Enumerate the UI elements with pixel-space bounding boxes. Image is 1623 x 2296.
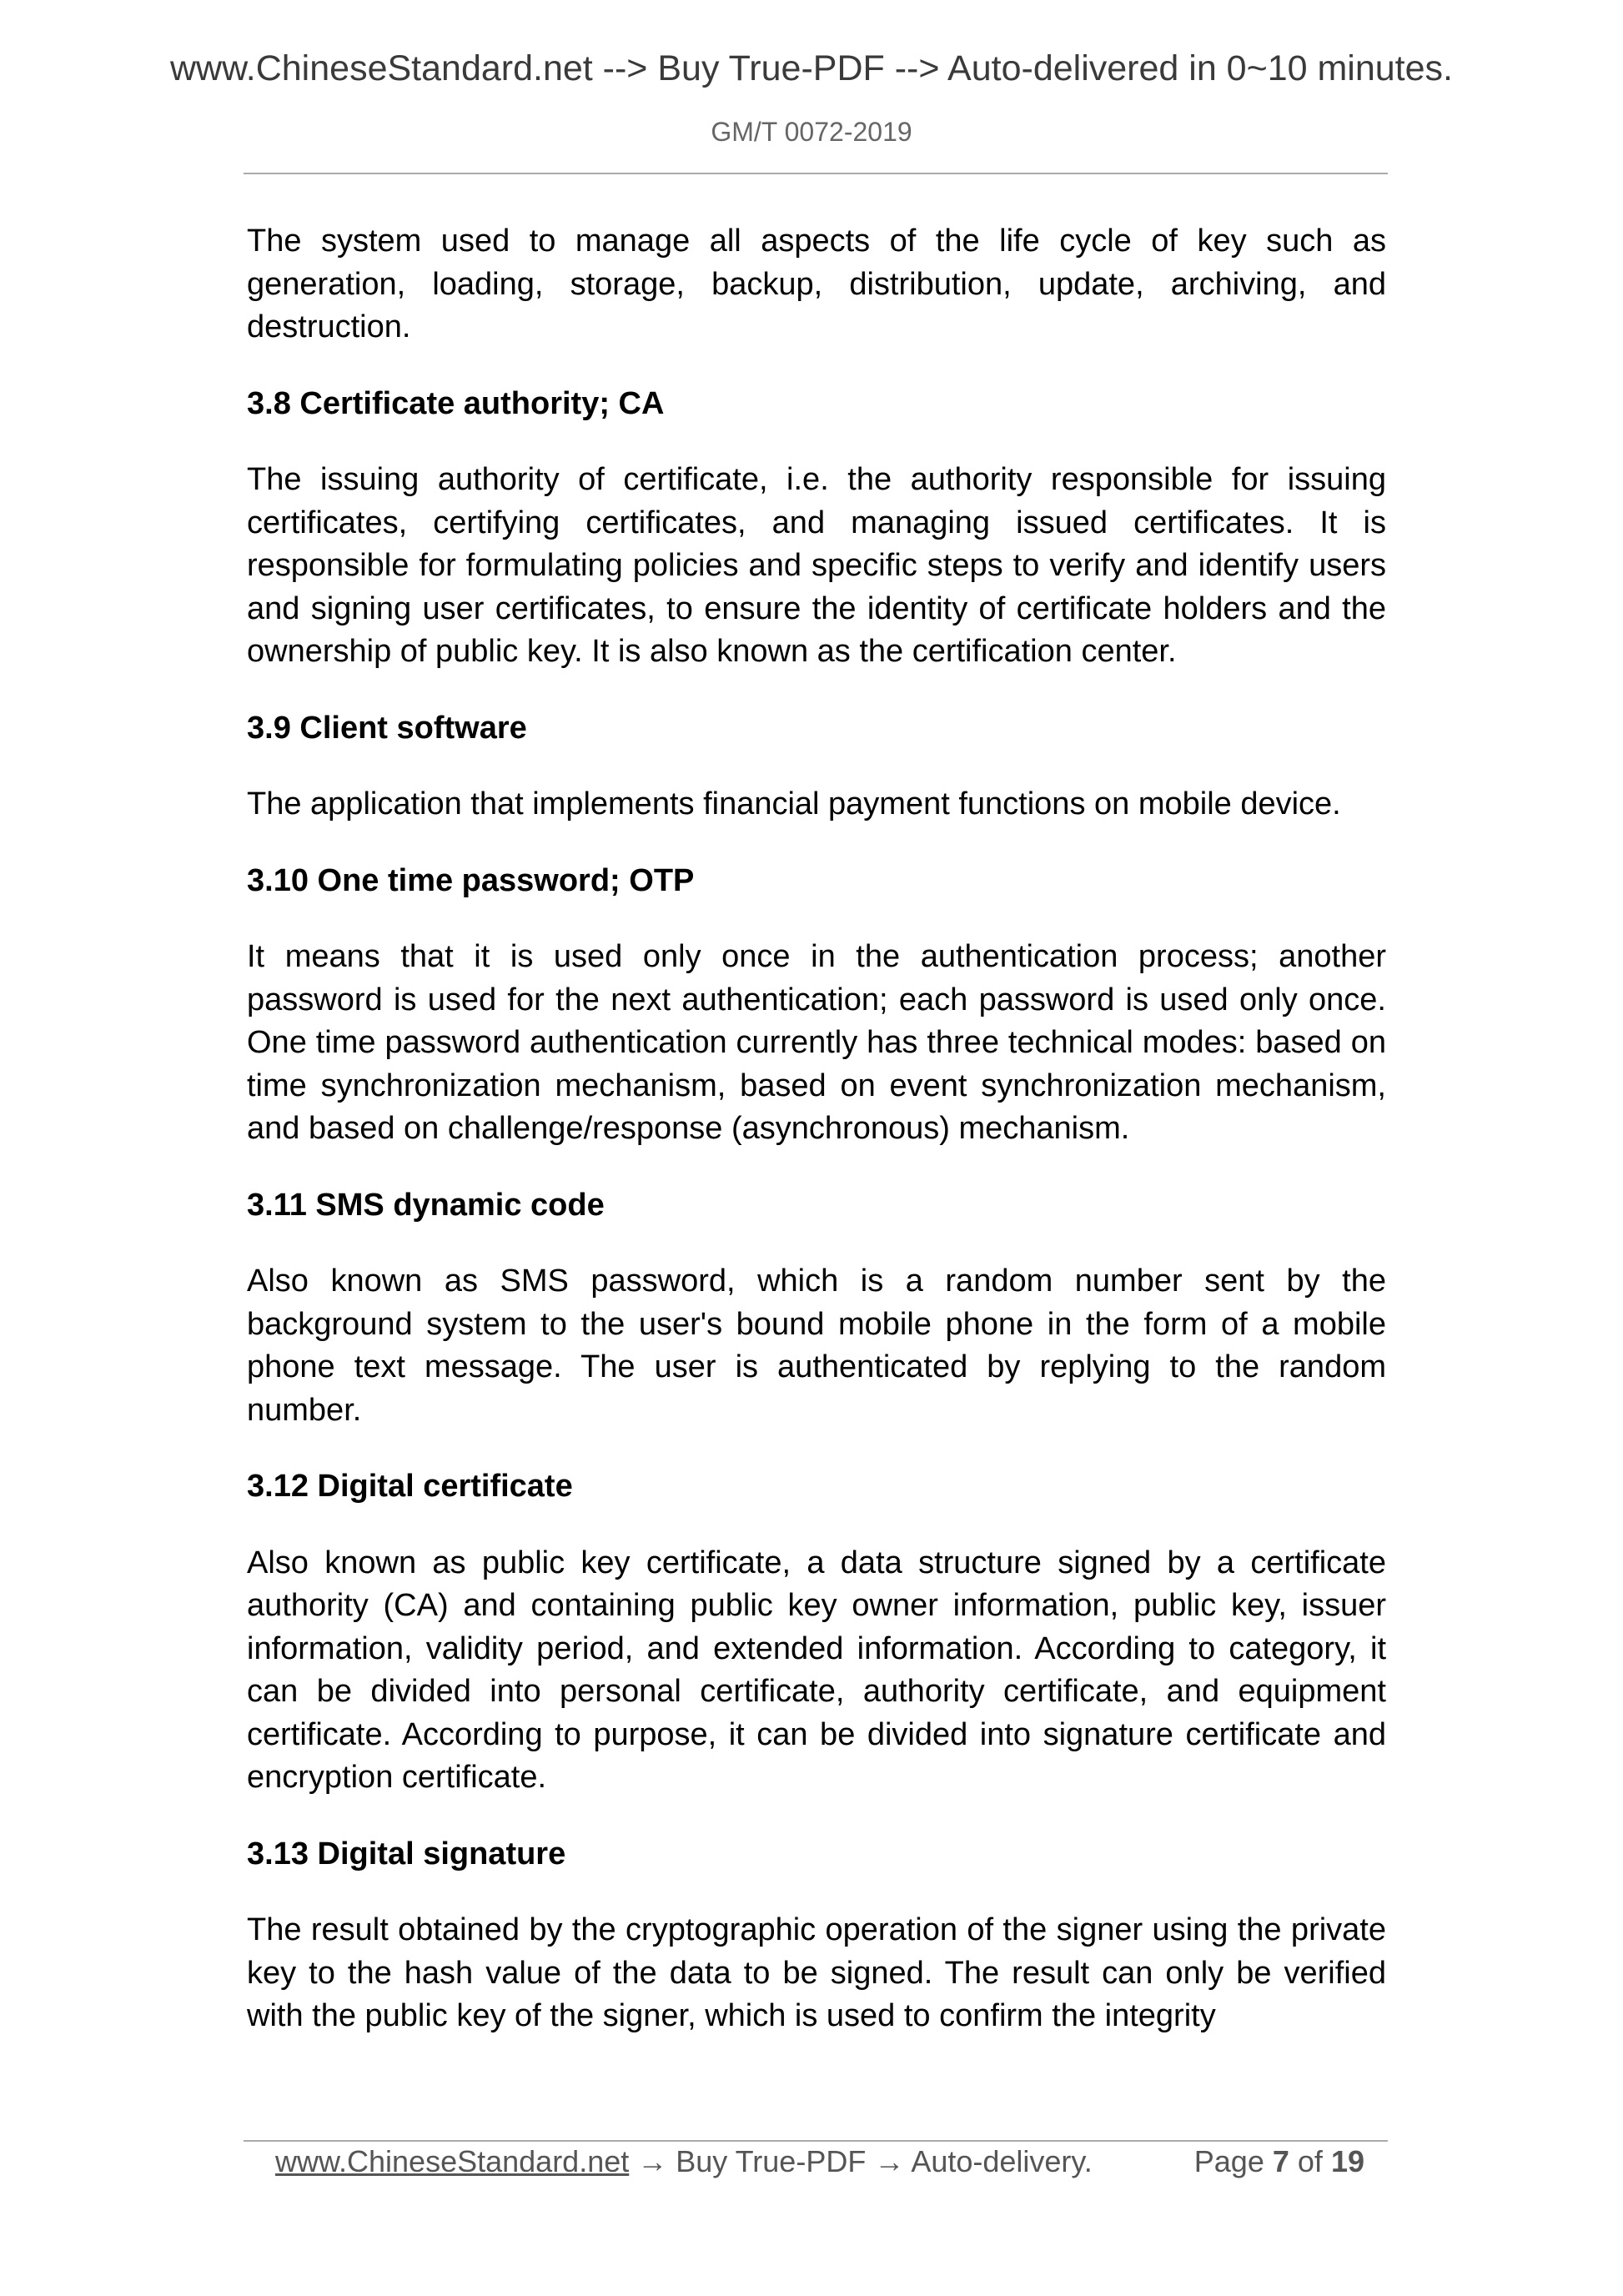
page-total: 19 — [1330, 2144, 1364, 2178]
section-heading-3-12: 3.12 Digital certificate — [247, 1469, 573, 1504]
page-number: 7 — [1272, 2144, 1289, 2178]
section-heading-3-9: 3.9 Client software — [247, 710, 527, 746]
section-heading-3-13: 3.13 Digital signature — [247, 1836, 566, 1871]
document-code: GM/T 0072-2019 — [711, 117, 912, 147]
section-heading-3-8: 3.8 Certificate authority; CA — [247, 385, 665, 421]
footer-tagline: → Buy True-PDF → Auto-delivery. — [629, 2144, 1093, 2178]
paragraph-sms-dynamic-code: Also known as SMS password, which is a random number sent by the background system to the user's bound mobile phone in the form of a mobile phone text message. The user is authenticated by replying to the random number. — [247, 1264, 1386, 1428]
footer-site-link[interactable]: www.ChineseStandard.net — [275, 2144, 630, 2178]
page-of-label: of — [1297, 2144, 1323, 2178]
paragraph-certificate-authority: The issuing authority of certificate, i.e. the authority responsible for issuing certificates, certifying certificates, and managing issued certificates. It is responsible for formulating policies and specific steps to verify and identify users and signing user certificates, to ensure the identity of certificate holders and the ownership of public key. It is also known as the certification center. — [247, 462, 1386, 669]
paragraph-client-software: The application that implements financial payment functions on mobile device. — [247, 786, 1341, 821]
section-heading-3-10: 3.10 One time password; OTP — [247, 862, 695, 898]
page-indicator — [1194, 2137, 1364, 2187]
paragraph-digital-signature: The result obtained by the cryptographic operation of the signer using the private key to the hash value of the data to be signed. The result can only be verified with the public key of the signer, which is used to confirm the integrity — [247, 1912, 1386, 2033]
paragraph-one-time-password: It means that it is used only once in the authentication process; another password is used for the next authentication; each password is used only once. One time password authentication currently has three technical modes: based on time synchronization mechanism, based on event synchronization mechanism, and based on challenge/response (asynchronous) mechanism. — [247, 939, 1386, 1146]
page-footer — [275, 2137, 1368, 2187]
site-banner: www.ChineseStandard.net --> Buy True-PDF --> Auto-delivered in 0~10 minutes. — [169, 48, 1453, 88]
section-heading-3-11: 3.11 SMS dynamic code — [247, 1187, 605, 1223]
document-body — [247, 220, 1386, 2072]
paragraph-key-management-definition: The system used to manage all aspects of the life cycle of key such as generation, loading, storage, backup, distribution, update, archiving, and destruction. — [247, 224, 1386, 344]
header-divider — [244, 173, 1388, 174]
paragraph-digital-certificate: Also known as public key certificate, a data structure signed by a certificate authority (CA) and containing public key owner information, public key, issuer information, validity period, and extended information. According to category, it can be divided into personal certificate, authority certificate, and equipment certificate. According to purpose, it can be divided into signature certificate and encryption certificate. — [247, 1545, 1386, 1795]
page-label: Page — [1193, 2144, 1264, 2178]
